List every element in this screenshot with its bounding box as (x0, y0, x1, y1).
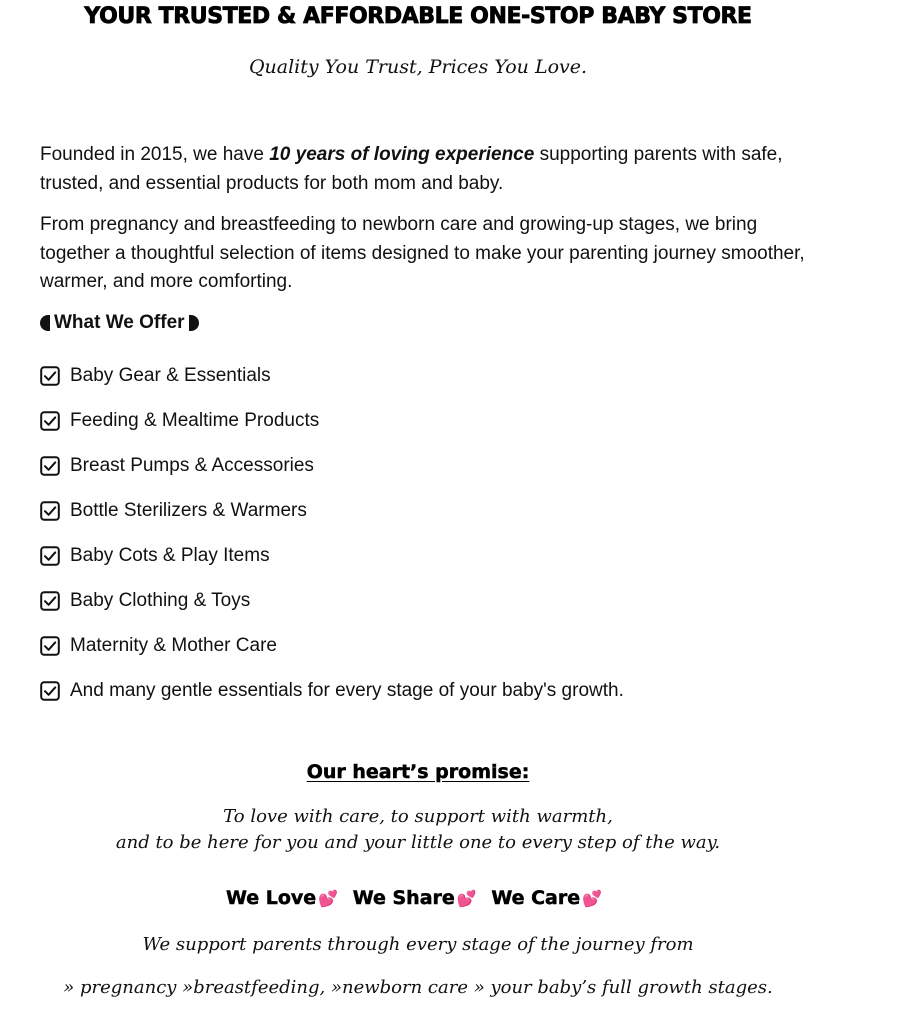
offer-item-label: Baby Clothing & Toys (70, 589, 251, 611)
offer-list-item (40, 623, 624, 668)
offer-heading (40, 309, 199, 337)
offer-item-label: Feeding & Mealtime Products (70, 409, 320, 431)
offer-item-label: Breast Pumps & Accessories (70, 454, 314, 476)
values-line (0, 884, 836, 913)
about-paragraph-selection: From pregnancy and breastfeeding to newborn care and growing-up stages, we bring together a thoughtful selection of items designed to make your parenting journey smoother, warmer, and more comforting. (40, 214, 805, 292)
support-line-1: We support parents through every stage of the journey from (142, 934, 694, 955)
promise-line-2: and to be here for you and your little one to every step of the way. (115, 832, 721, 853)
offer-item-label: Baby Cots & Play Items (70, 544, 270, 566)
promise-line-1: To love with care, to support with warmth, (223, 806, 613, 827)
store-title: YOUR TRUSTED & AFFORDABLE ONE-STOP BABY STORE (84, 4, 752, 29)
checkbox-checked-icon (40, 591, 60, 611)
offer-list-item (40, 578, 624, 623)
offer-heading-label: What We Offer (54, 312, 185, 333)
offer-list-item (40, 398, 624, 443)
offer-list-item (40, 443, 624, 488)
right-half-circle-icon (189, 315, 199, 331)
promise-text (0, 804, 836, 856)
support-line-2: » pregnancy »breastfeeding, »newborn care » your baby’s full growth stages. (63, 977, 773, 998)
offer-list-item (40, 488, 624, 533)
checkbox-checked-icon (40, 681, 60, 701)
offer-list-item (40, 533, 624, 578)
offer-list (40, 353, 624, 713)
value-share: We Share (352, 887, 455, 909)
checkbox-checked-icon (40, 636, 60, 656)
checkbox-checked-icon (40, 546, 60, 566)
about-paragraph-founded (40, 141, 820, 198)
two-hearts-icon: 💕 (582, 889, 603, 908)
checkbox-checked-icon (40, 456, 60, 476)
about-text-start: Founded in 2015, we have (40, 144, 270, 165)
offer-list-item (40, 668, 624, 713)
two-hearts-icon: 💕 (318, 889, 339, 908)
value-care: We Care (491, 887, 581, 909)
about-text-end: supporting parents with safe, trusted, and essential products for both mom and baby. (40, 144, 783, 194)
two-hearts-icon: 💕 (456, 889, 477, 908)
checkbox-checked-icon (40, 366, 60, 386)
offer-item-label: Maternity & Mother Care (70, 634, 277, 656)
promise-heading: Our heart’s promise: (306, 761, 530, 783)
offer-item-label: And many gentle essentials for every stage of your baby's growth. (70, 679, 624, 701)
offer-item-label: Baby Gear & Essentials (70, 364, 271, 386)
left-half-circle-icon (40, 315, 50, 331)
offer-list-item (40, 353, 624, 398)
value-love: We Love (225, 887, 317, 909)
checkbox-checked-icon (40, 411, 60, 431)
checkbox-checked-icon (40, 501, 60, 521)
experience-highlight: 10 years of loving experience (269, 144, 535, 165)
store-tagline: Quality You Trust, Prices You Love. (248, 56, 588, 78)
offer-item-label: Bottle Sterilizers & Warmers (70, 499, 307, 521)
